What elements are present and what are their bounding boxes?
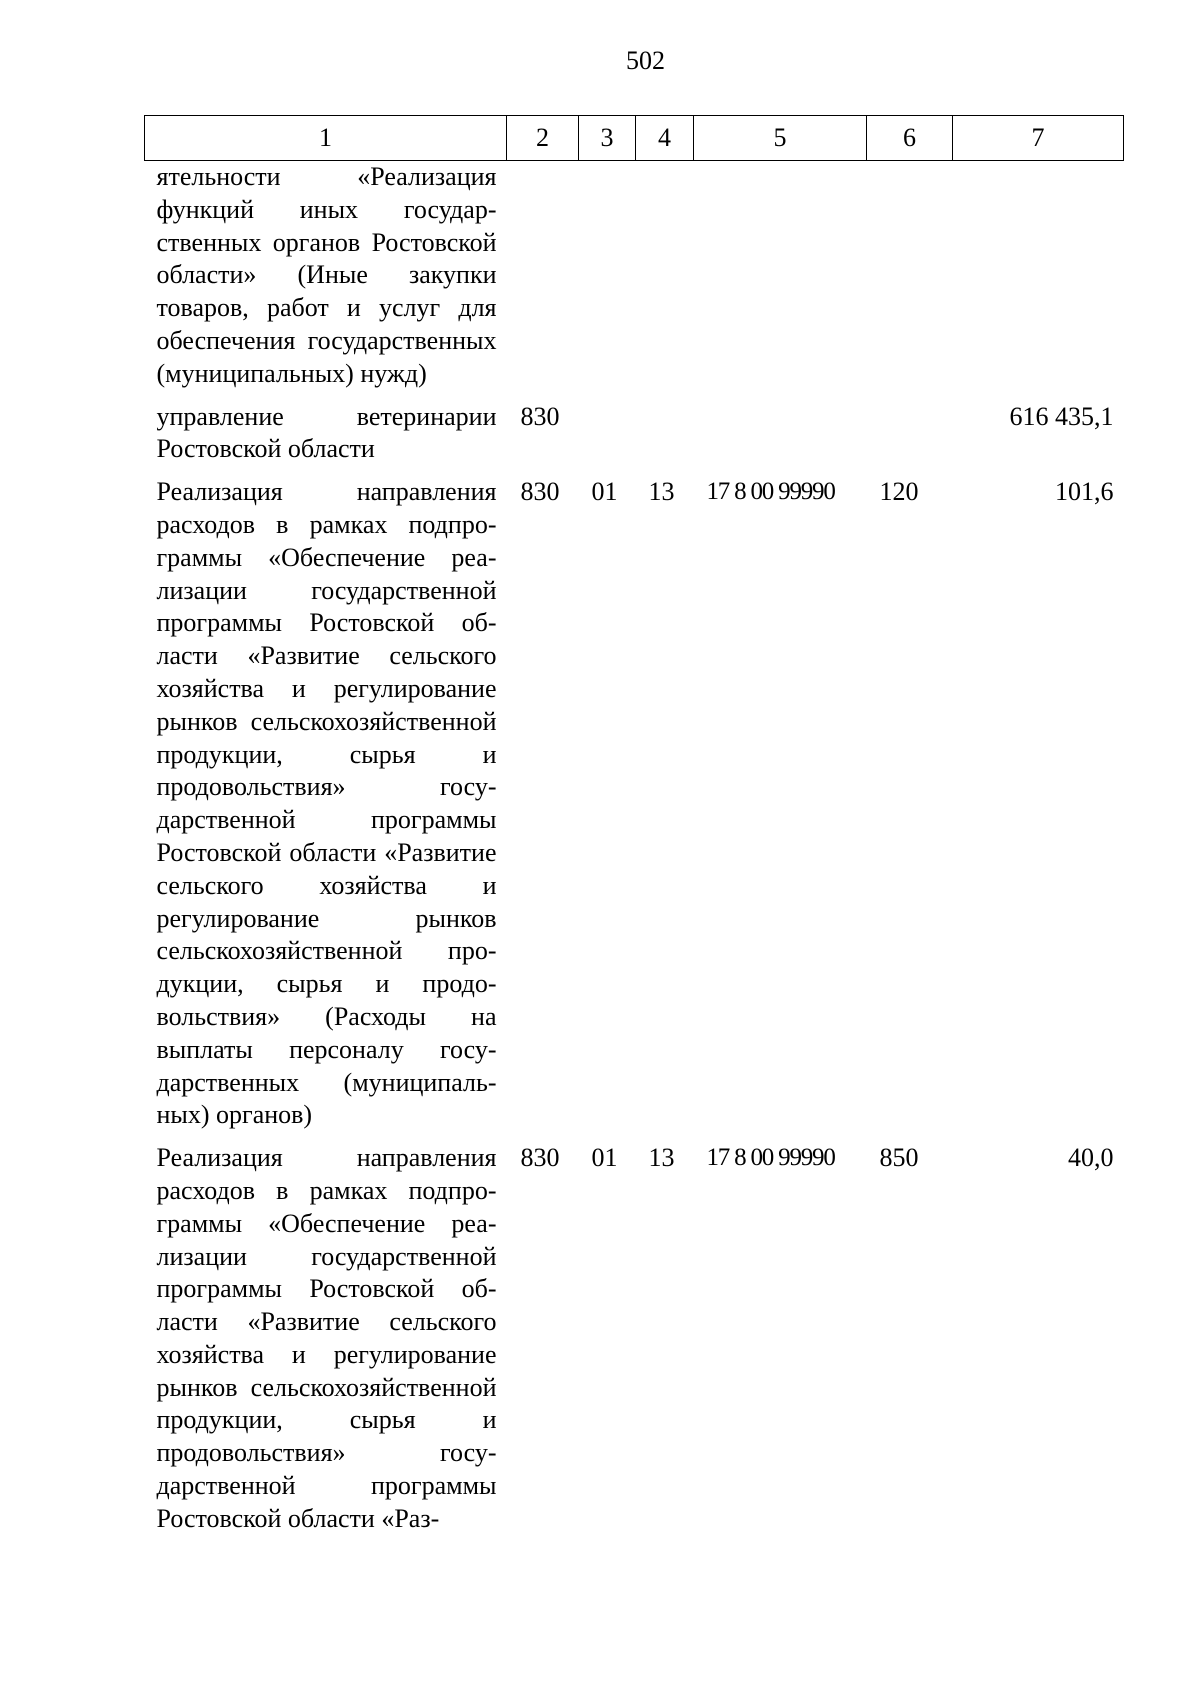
- row-section: 01: [591, 1143, 618, 1173]
- row-subsection: 13: [648, 477, 675, 507]
- row-name: управление ветеринарии Ростовской области: [156, 401, 497, 464]
- row-target-article: 17 8 00 99990: [706, 478, 835, 506]
- row-name: Реализация направления расходов в рамках подпрограммы «Обеспечение реализации государственной программы Ростовской области «Развитие сельского хозяйства и регулирование рынков сельскохозяйственной продукции, сырья и продовольствия» государственной программы Ростовской области «Развитие сельского хозяйства и регулирование рынков сельскохозяйственной продукции, сырья и продовольствия» (Расходы на выплаты персоналу государственных (муниципальных) органов): [156, 477, 497, 1130]
- row-ministry: 830: [520, 1143, 560, 1173]
- row-amount: 40,0: [1068, 1143, 1114, 1173]
- row-amount: [953, 161, 1124, 401]
- row-section: 01: [591, 477, 618, 507]
- header-col-1: 1: [145, 116, 507, 161]
- row-name: Реализация направления расходов в рамках подпрограммы «Обеспечение реализации государственной программы Ростовской области «Развитие сельского хозяйства и регулирование рынков сельскохозяйственной продукции, сырья и продовольствия» государственной программы Ростовской области «Раз-: [156, 1143, 497, 1533]
- row-amount: 101,6: [1055, 477, 1114, 507]
- row-section: [579, 401, 636, 477]
- table-row: [145, 161, 1124, 401]
- budget-table: [144, 115, 1124, 1536]
- budget-table-container: [144, 115, 1123, 1536]
- header-col-3: 3: [579, 116, 636, 161]
- row-expense-type: [867, 161, 953, 401]
- header-row: [145, 116, 1124, 161]
- row-subsection: [636, 401, 694, 477]
- row-target-article: [694, 401, 867, 477]
- table-row: [145, 1142, 1124, 1536]
- row-expense-type: 120: [879, 477, 919, 507]
- header-col-7: 7: [953, 116, 1124, 161]
- header-col-5: 5: [694, 116, 867, 161]
- page-number: 502: [626, 46, 665, 75]
- row-ministry: [507, 161, 579, 401]
- header-col-2: 2: [507, 116, 579, 161]
- row-amount: 616 435,1: [1009, 401, 1114, 431]
- row-expense-type: [867, 401, 953, 477]
- table-body: [145, 161, 1124, 1536]
- header-col-6: 6: [867, 116, 953, 161]
- row-target-article: [694, 161, 867, 401]
- row-ministry: 830: [520, 401, 560, 431]
- row-subsection: [636, 161, 694, 401]
- table-header: [145, 116, 1124, 161]
- row-name: ятельности «Реализация функций иных государственных органов Ростовской области» (Иные закупки товаров, работ и услуг для обеспечения государственных (муниципальных) нужд): [156, 162, 497, 388]
- row-expense-type: 850: [879, 1143, 919, 1173]
- header-col-4: 4: [636, 116, 694, 161]
- row-ministry: 830: [520, 477, 560, 507]
- row-target-article: 17 8 00 99990: [706, 1144, 835, 1172]
- table-row: [145, 401, 1124, 477]
- row-section: [579, 161, 636, 401]
- table-row: [145, 476, 1124, 1142]
- row-subsection: 13: [648, 1143, 675, 1173]
